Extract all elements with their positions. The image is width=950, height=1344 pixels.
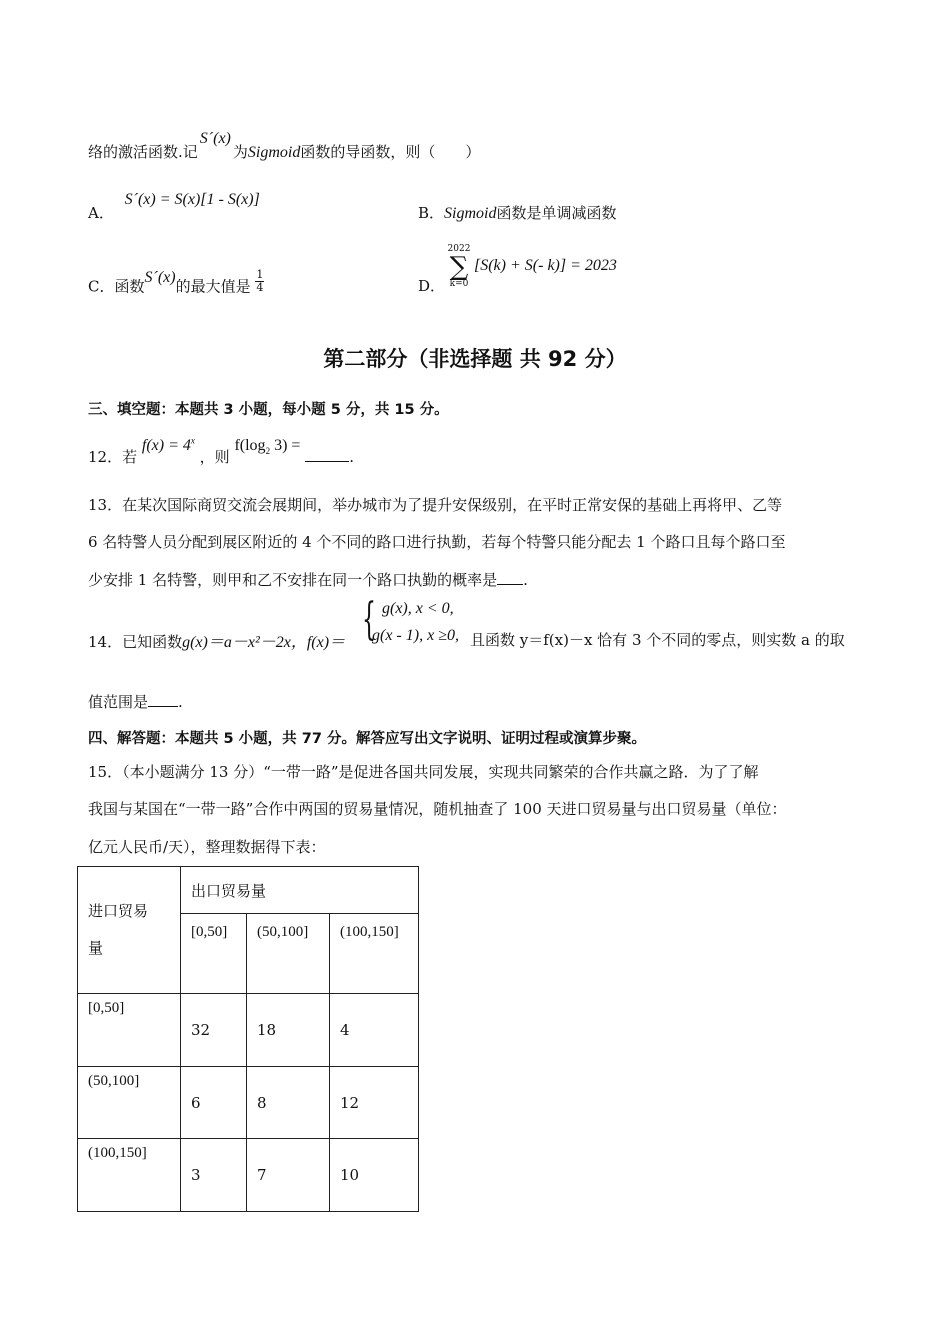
option-c-denominator: 4: [256, 281, 264, 294]
q14-post: 且函数 y＝f(x)－x 恰有 3 个不同的零点，则实数 a 的取: [470, 631, 845, 649]
q11-stem-mid: 为: [232, 143, 248, 161]
option-c-fraction: [255, 269, 264, 294]
q13-line1: 13．在某次国际商贸交流会展期间，举办城市为了提升安保级别，在平时正常安保的基础上再将甲、乙等: [88, 496, 783, 514]
q11-stem-sigmoid: Sigmoid: [247, 144, 301, 161]
table-cell: 6: [181, 1067, 247, 1139]
q14-line1: [88, 629, 345, 652]
q14-line2-text: 值范围是: [88, 693, 149, 711]
q14-period: .: [178, 693, 183, 711]
section4-heading: 四、解答题：本题共 5 小题，共 77 分。解答应写出文字说明、证明过程或演算步聚。: [88, 731, 646, 747]
option-d-label: D．: [418, 277, 446, 295]
q15-line3: 亿元人民币/天），整理数据得下表：: [88, 838, 326, 856]
q14-case1: g(x), x < 0,: [382, 600, 454, 617]
trade-volume-table: [77, 866, 419, 1212]
q13-line3-text: 少安排 1 名特警，则甲和乙不安排在同一个路口执勤的概率是: [88, 571, 498, 589]
q12-expr1-sup: x: [190, 435, 195, 446]
col-header-100-150: (100,150]: [330, 914, 419, 994]
row-label: [0,50]: [78, 994, 181, 1067]
table-corner-header: [78, 867, 181, 994]
q14-brace-icon: {: [362, 594, 376, 645]
q11-option-c: [88, 268, 264, 300]
sigma-icon: ∑: [449, 252, 469, 282]
table-cell: 8: [247, 1067, 330, 1139]
corner-line2: 量: [88, 939, 104, 957]
q11-option-a: [88, 191, 260, 223]
q14-g-def: g(x)＝a－x²－2x，: [182, 634, 307, 651]
sum-upper-limit: 2022: [447, 244, 471, 254]
option-b-text: 函数是单调减函数: [496, 204, 617, 222]
table-cell: 18: [247, 994, 330, 1067]
row-label: (50,100]: [78, 1067, 181, 1139]
q12-answer-blank: [305, 447, 349, 462]
table-row: [78, 994, 419, 1067]
row-label: (100,150]: [78, 1139, 181, 1212]
q12-expr2-b: 3) =: [270, 437, 301, 454]
q14-line2: [88, 691, 183, 712]
table-cell: 7: [247, 1139, 330, 1212]
sum-lower-limit: k=0: [449, 279, 469, 289]
table-cell: 3: [181, 1139, 247, 1212]
q13-answer-blank: [497, 570, 523, 585]
export-volume-header: 出口贸易量: [181, 867, 419, 914]
corner-line1: 进口贸易: [88, 902, 149, 920]
option-c-expr: S´(x): [144, 268, 176, 286]
option-d-expr: [S(k) + S(- k)] = 2023: [474, 257, 617, 274]
q12-expr1: [142, 437, 195, 454]
q12-expr2-a: f(log: [234, 437, 266, 454]
q12-period: .: [349, 448, 354, 466]
q14-num: 14．已知函数: [88, 633, 183, 651]
table-cell: 32: [181, 994, 247, 1067]
option-c-pre: 函数: [114, 277, 145, 296]
q12: [88, 435, 354, 468]
q15-line1: 15．（本小题满分 13 分）“一带一路”是促进各国共同发展，实现共同繁荣的合作共赢之路．为了了解: [88, 763, 759, 781]
option-c-label: C．: [88, 277, 115, 296]
table-cell: 10: [330, 1139, 419, 1212]
q11-option-d: [418, 275, 445, 296]
table-row: [78, 1139, 419, 1212]
section3-heading: 三、填空题：本题共 3 小题，每小题 5 分，共 15 分。: [88, 402, 449, 418]
part2-title: 第二部分（非选择题 共 92 分）: [323, 347, 627, 371]
table-row: [78, 1067, 419, 1139]
q13-line2: 6 名特警人员分配到展区附近的 4 个不同的路口进行执勤，若每个特警只能分配去 1 个路口且每个路口至: [88, 533, 786, 551]
q12-expr2-sub: 2: [265, 446, 271, 457]
table-cell: 4: [330, 994, 419, 1067]
option-a-expr: S´(x) = S(x)[1 - S(x)]: [124, 191, 260, 208]
table-cell: 12: [330, 1067, 419, 1139]
q14-answer-blank: [148, 692, 178, 707]
option-a-label: A．: [88, 204, 114, 222]
col-header-50-100: (50,100]: [247, 914, 330, 994]
q11-stem-expr: S´(x): [199, 130, 231, 147]
q14-case2: g(x - 1), x ≥0,: [372, 627, 459, 644]
q12-expr1-text: f(x) = 4: [141, 437, 191, 454]
q11-stem-pre: 络的激活函数.记: [88, 143, 198, 161]
q12-num: 12．若: [88, 448, 138, 466]
option-d-sum: [446, 245, 472, 289]
q12-mid: ，则: [199, 448, 230, 466]
option-c-post: 的最大值是: [175, 277, 251, 296]
q13-line3: [88, 569, 528, 590]
q12-expr2: [234, 437, 301, 457]
q14-f-def: f(x)＝: [306, 634, 346, 651]
option-b-label: B．: [418, 204, 445, 222]
col-header-0-50: [0,50]: [181, 914, 247, 994]
q15-line2: 我国与某国在“一带一路”合作中两国的贸易量情况，随机抽查了 100 天进口贸易量与出口贸易量（单位：: [88, 800, 787, 818]
q11-option-b: [418, 202, 617, 223]
q13-period: .: [523, 571, 528, 589]
q11-stem: [88, 130, 481, 162]
q11-stem-post: 函数的导函数，则（ ）: [300, 143, 481, 161]
option-b-sigmoid: Sigmoid: [444, 205, 497, 222]
option-c-numerator: 1: [256, 268, 264, 281]
